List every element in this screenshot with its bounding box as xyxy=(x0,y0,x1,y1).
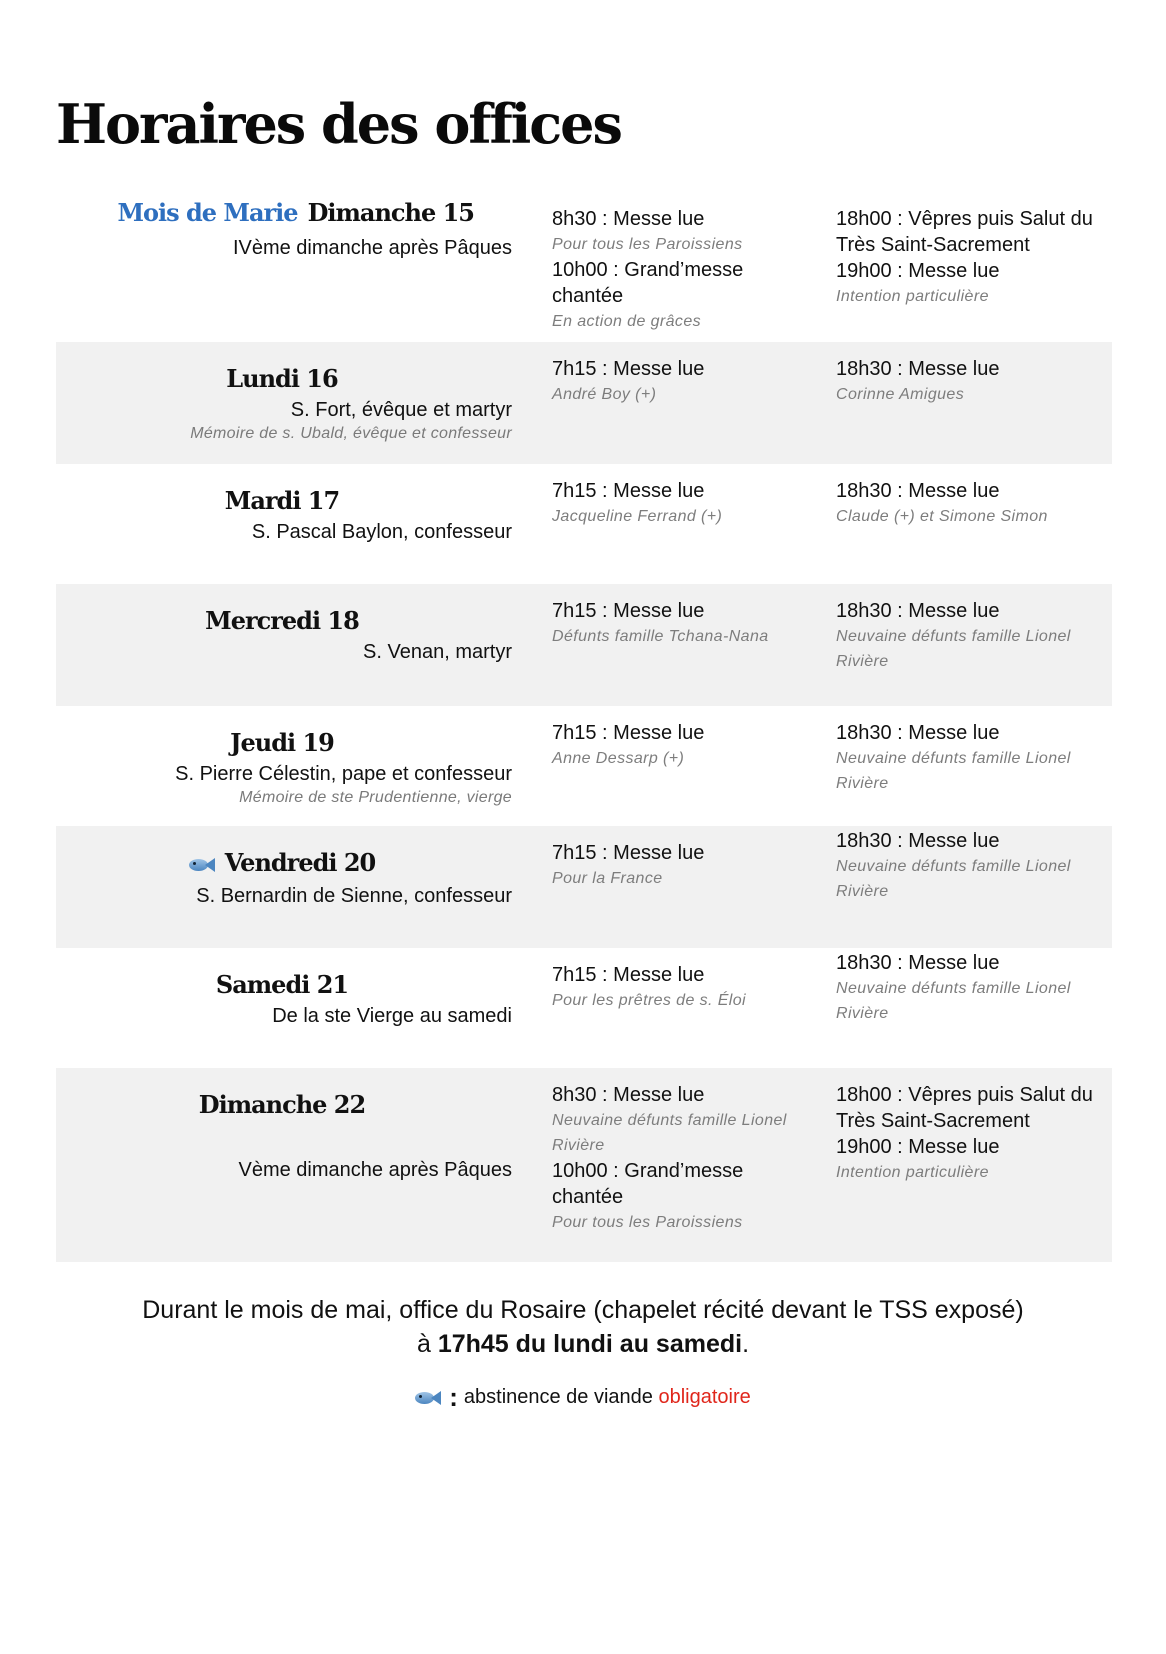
day-name: Jeudi 19 xyxy=(230,728,334,757)
service-time: 18h30 : Messe lue xyxy=(836,358,1000,380)
service-time: 18h30 : Messe lue xyxy=(836,830,1000,852)
service-time: 18h00 : Vêpres puis Salut du Très Saint-Sacrement xyxy=(836,208,1093,256)
day-row xyxy=(56,826,1112,948)
day-title xyxy=(226,364,337,394)
feast-title: S. Fort, évêque et martyr xyxy=(290,399,512,421)
morning-services xyxy=(522,464,802,584)
service-time: 7h15 : Messe lue xyxy=(552,600,705,622)
mass-intention: Neuvaine défunts famille Lionel Rivière xyxy=(836,980,1071,1022)
service-time: 7h15 : Messe lue xyxy=(552,358,705,380)
day-info xyxy=(56,706,522,826)
mass-intention: André Boy (+) xyxy=(552,386,657,403)
mass-intention: Neuvaine défunts famille Lionel Rivière xyxy=(836,628,1071,670)
feast-title: S. Venan, martyr xyxy=(363,641,512,663)
morning-services xyxy=(522,206,802,342)
day-title xyxy=(225,486,339,516)
evening-services xyxy=(802,1068,1112,1262)
service-time: 8h30 : Messe lue xyxy=(552,1084,705,1106)
day-title xyxy=(199,1090,365,1120)
feast-title: S. Bernardin de Sienne, confesseur xyxy=(196,885,512,907)
legend-text: abstinence de viande xyxy=(463,1385,659,1408)
rosary-notice xyxy=(0,1293,1166,1361)
mass-intention: Pour la France xyxy=(552,870,663,887)
rosary-time: 17h45 du lundi au samedi xyxy=(437,1330,743,1358)
day-info xyxy=(56,948,522,1068)
day-info xyxy=(56,826,522,948)
rosary-prefix: à xyxy=(416,1330,438,1358)
day-info xyxy=(56,342,522,464)
day-row xyxy=(56,198,1112,342)
feast-title: De la ste Vierge au samedi xyxy=(272,1005,512,1027)
day-title xyxy=(216,970,348,1000)
rosary-suffix: . xyxy=(742,1330,750,1358)
feast-title: IVème dimanche après Pâques xyxy=(232,237,512,259)
feast-title: S. Pascal Baylon, confesseur xyxy=(251,521,512,543)
commemoration: Mémoire de s. Ubald, évêque et confesseur xyxy=(190,425,512,442)
service-time: 18h30 : Messe lue xyxy=(836,600,1000,622)
morning-services xyxy=(522,706,802,826)
day-title xyxy=(230,728,334,758)
fish-icon xyxy=(415,1390,441,1406)
day-row xyxy=(56,342,1112,464)
service-time: 10h00 : Grand’messe chantée xyxy=(552,1160,744,1208)
evening-services xyxy=(802,948,1112,1068)
day-name: Dimanche 22 xyxy=(198,1090,366,1119)
mass-intention: Neuvaine défunts famille Lionel Rivière xyxy=(552,1112,787,1154)
service-time: 18h00 : Vêpres puis Salut du Très Saint-Sacrement xyxy=(836,1084,1093,1132)
evening-services xyxy=(802,206,1112,342)
legend-colon: : xyxy=(449,1382,458,1412)
day-info xyxy=(56,198,522,342)
day-name: Samedi 21 xyxy=(215,970,349,999)
morning-services xyxy=(522,342,802,464)
day-row xyxy=(56,706,1112,826)
service-time: 18h30 : Messe lue xyxy=(836,722,1000,744)
service-time: 8h30 : Messe lue xyxy=(552,208,705,230)
mass-intention: Anne Dessarp (+) xyxy=(552,750,685,767)
day-info xyxy=(56,464,522,584)
mass-intention: Neuvaine défunts famille Lionel Rivière xyxy=(836,858,1071,900)
morning-services xyxy=(522,584,802,706)
day-title xyxy=(205,606,359,636)
day-name: Vendredi 20 xyxy=(224,848,376,877)
day-name: Dimanche 15 xyxy=(307,198,474,227)
mass-intention: Pour tous les Paroissiens xyxy=(552,236,743,253)
fish-icon xyxy=(189,857,215,873)
feast-title: Vème dimanche après Pâques xyxy=(238,1159,512,1181)
day-title xyxy=(189,848,375,878)
day-name: Lundi 16 xyxy=(226,364,338,393)
service-time: 7h15 : Messe lue xyxy=(552,964,705,986)
mass-intention: Corinne Amigues xyxy=(836,386,965,403)
mass-intention: En action de grâces xyxy=(552,313,702,330)
mass-intention: Pour les prêtres de s. Éloi xyxy=(552,992,746,1009)
legend-required: obligatoire xyxy=(658,1385,751,1408)
service-time: 7h15 : Messe lue xyxy=(552,842,705,864)
service-time: 18h30 : Messe lue xyxy=(836,480,1000,502)
day-name: Mercredi 18 xyxy=(205,606,359,635)
day-title xyxy=(117,198,474,228)
day-row xyxy=(56,1068,1112,1262)
mass-intention: Jacqueline Ferrand (+) xyxy=(552,508,723,525)
evening-services xyxy=(802,464,1112,584)
morning-services xyxy=(522,826,802,948)
day-row xyxy=(56,584,1112,706)
day-row xyxy=(56,464,1112,584)
day-info xyxy=(56,1068,522,1262)
mass-intention: Pour tous les Paroissiens xyxy=(552,1214,743,1231)
fish-legend xyxy=(0,1382,1166,1413)
commemoration: Mémoire de ste Prudentienne, vierge xyxy=(239,789,512,806)
rosary-line-2 xyxy=(0,1327,1166,1361)
mass-intention: Intention particulière xyxy=(836,288,989,305)
feast-title: S. Pierre Célestin, pape et confesseur xyxy=(175,763,512,785)
evening-services xyxy=(802,826,1112,948)
day-info xyxy=(56,584,522,706)
evening-services xyxy=(802,584,1112,706)
evening-services xyxy=(802,706,1112,826)
service-time: 18h30 : Messe lue xyxy=(836,952,1000,974)
mass-intention: Neuvaine défunts famille Lionel Rivière xyxy=(836,750,1071,792)
service-time: 19h00 : Messe lue xyxy=(836,1136,1000,1158)
service-time: 19h00 : Messe lue xyxy=(836,260,1000,282)
mass-intention: Claude (+) et Simone Simon xyxy=(836,508,1048,525)
mass-intention: Intention particulière xyxy=(836,1164,989,1181)
mass-intention: Défunts famille Tchana-Nana xyxy=(552,628,769,645)
service-time: 7h15 : Messe lue xyxy=(552,722,705,744)
service-time: 10h00 : Grand’messe chantée xyxy=(552,259,744,307)
page-title: Horaires des offices xyxy=(56,92,621,156)
morning-services xyxy=(522,1068,802,1262)
day-name: Mardi 17 xyxy=(224,486,340,515)
service-time: 7h15 : Messe lue xyxy=(552,480,705,502)
evening-services xyxy=(802,342,1112,464)
day-row xyxy=(56,948,1112,1068)
month-label: Mois de Marie xyxy=(117,198,298,227)
morning-services xyxy=(522,948,802,1068)
rosary-line-1: Durant le mois de mai, office du Rosaire (chapelet récité devant le TSS exposé) xyxy=(142,1296,1024,1324)
